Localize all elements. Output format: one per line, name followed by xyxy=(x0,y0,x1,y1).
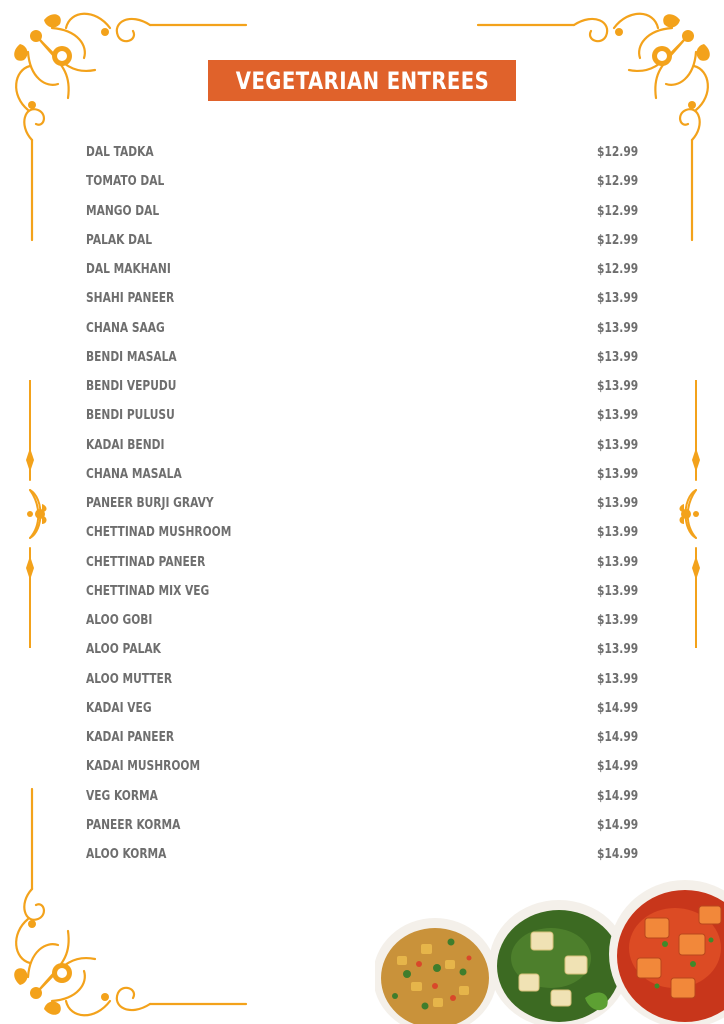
item-name: KADAI BENDI xyxy=(86,437,165,453)
item-name: ALOO MUTTER xyxy=(86,671,173,687)
item-name: CHANA SAAG xyxy=(86,320,165,336)
menu-item xyxy=(86,460,638,489)
menu-item xyxy=(86,752,638,781)
item-name: DAL MAKHANI xyxy=(86,262,171,278)
item-name: PANEER KORMA xyxy=(86,817,181,833)
item-name: BENDI MASALA xyxy=(86,349,177,365)
item-name: VEG KORMA xyxy=(86,788,158,804)
menu-item xyxy=(86,840,638,869)
item-name: SHAHI PANEER xyxy=(86,291,175,307)
item-price: $14.99 xyxy=(596,847,638,863)
item-price: $13.99 xyxy=(596,320,638,336)
menu-item xyxy=(86,197,638,226)
item-name: BENDI PULUSU xyxy=(86,408,175,424)
item-price: $14.99 xyxy=(596,700,638,716)
title-banner xyxy=(208,60,516,101)
item-name: ALOO KORMA xyxy=(86,847,167,863)
menu-item-list xyxy=(86,138,638,869)
menu-item xyxy=(86,138,638,167)
item-price: $13.99 xyxy=(596,583,638,599)
item-name: CHETTINAD PANEER xyxy=(86,554,206,570)
item-name: MANGO DAL xyxy=(86,203,160,219)
item-name: TOMATO DAL xyxy=(86,174,165,190)
item-price: $14.99 xyxy=(596,730,638,746)
item-price: $13.99 xyxy=(596,466,638,482)
item-name: KADAI MUSHROOM xyxy=(86,759,201,775)
item-price: $13.99 xyxy=(596,379,638,395)
menu-item xyxy=(86,314,638,343)
item-price: $12.99 xyxy=(596,232,638,248)
item-price: $13.99 xyxy=(596,554,638,570)
item-price: $13.99 xyxy=(596,437,638,453)
menu-item xyxy=(86,694,638,723)
item-price: $12.99 xyxy=(596,262,638,278)
menu-item xyxy=(86,226,638,255)
item-name: ALOO PALAK xyxy=(86,642,161,658)
item-price: $13.99 xyxy=(596,642,638,658)
item-price: $14.99 xyxy=(596,817,638,833)
menu-item xyxy=(86,255,638,284)
item-name: PANEER BURJI GRAVY xyxy=(86,496,214,512)
menu-item xyxy=(86,284,638,313)
menu-item xyxy=(86,635,638,664)
menu-item xyxy=(86,548,638,577)
item-name: KADAI VEG xyxy=(86,700,152,716)
item-name: ALOO GOBI xyxy=(86,613,153,629)
paneer-curry-bowl xyxy=(609,880,724,1024)
menu-title: VEGETARIAN ENTREES xyxy=(235,66,489,95)
menu-item xyxy=(86,577,638,606)
menu-item xyxy=(86,167,638,196)
item-price: $13.99 xyxy=(596,671,638,687)
item-name: DAL TADKA xyxy=(86,145,154,161)
menu-item xyxy=(86,518,638,547)
menu-item xyxy=(86,665,638,694)
menu-item xyxy=(86,782,638,811)
menu-item xyxy=(86,401,638,430)
item-price: $12.99 xyxy=(596,145,638,161)
item-price: $12.99 xyxy=(596,203,638,219)
item-price: $13.99 xyxy=(596,525,638,541)
item-price: $13.99 xyxy=(596,349,638,365)
item-name: PALAK DAL xyxy=(86,232,152,248)
left-side-ornament xyxy=(20,380,50,648)
item-price: $14.99 xyxy=(596,759,638,775)
curry-bowls-image xyxy=(375,878,724,1024)
menu-item xyxy=(86,606,638,635)
item-price: $13.99 xyxy=(596,408,638,424)
palak-paneer-bowl xyxy=(489,900,629,1024)
item-price: $13.99 xyxy=(596,613,638,629)
item-price: $13.99 xyxy=(596,496,638,512)
menu-item xyxy=(86,811,638,840)
mixed-veg-bowl xyxy=(375,918,497,1024)
menu-item xyxy=(86,431,638,460)
item-name: CHETTINAD MIX VEG xyxy=(86,583,210,599)
menu-item xyxy=(86,723,638,752)
menu-item xyxy=(86,372,638,401)
item-name: CHANA MASALA xyxy=(86,466,182,482)
menu-item xyxy=(86,489,638,518)
item-name: BENDI VEPUDU xyxy=(86,379,177,395)
right-side-ornament xyxy=(674,380,704,648)
item-price: $13.99 xyxy=(596,291,638,307)
item-price: $12.99 xyxy=(596,174,638,190)
item-name: KADAI PANEER xyxy=(86,730,175,746)
menu-item xyxy=(86,343,638,372)
item-price: $14.99 xyxy=(596,788,638,804)
item-name: CHETTINAD MUSHROOM xyxy=(86,525,232,541)
